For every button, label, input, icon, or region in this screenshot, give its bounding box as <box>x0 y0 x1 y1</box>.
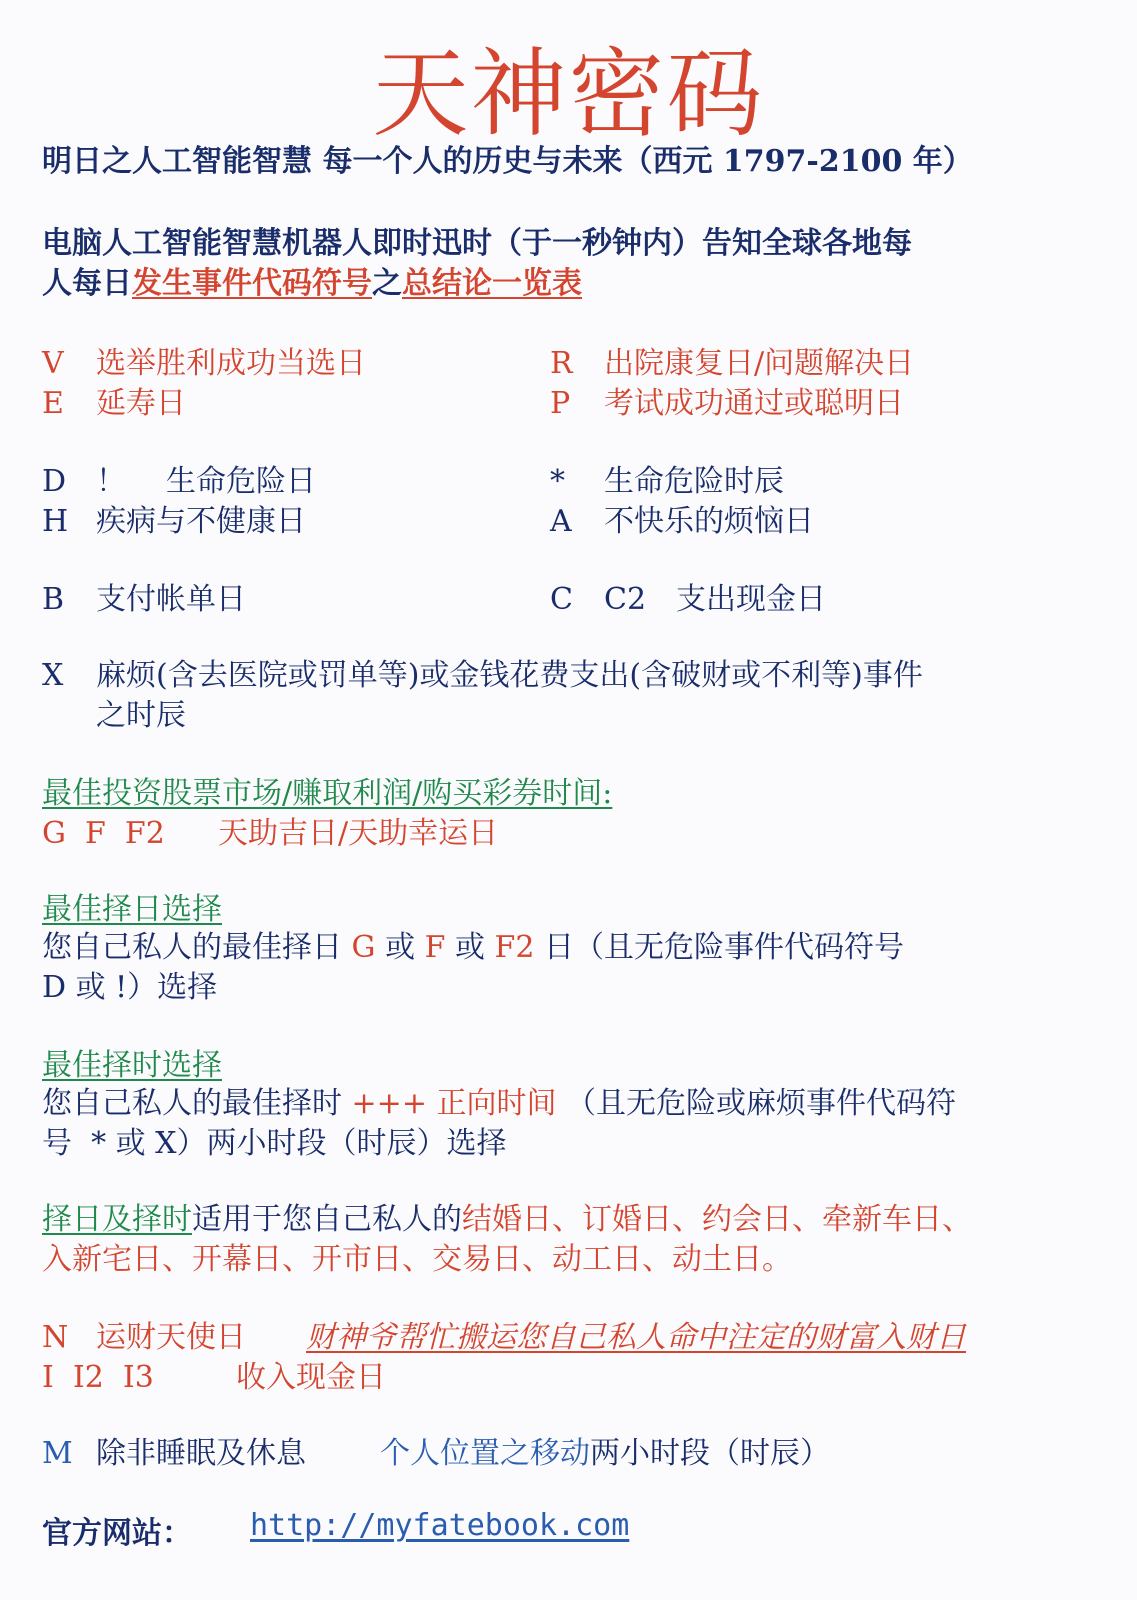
code-p: P <box>550 386 571 421</box>
best-day-or-2: 或 <box>454 930 485 965</box>
intro-summary-table: 总结论一览表 <box>402 266 582 301</box>
code-v: V <box>42 346 64 381</box>
code-e: E <box>42 386 64 421</box>
code-row-d <box>42 456 316 500</box>
website-link[interactable]: http://myfatebook.com <box>250 1508 630 1543</box>
code-b: B <box>42 582 65 617</box>
code-x: X <box>42 658 64 693</box>
code-star-text: 生命危险时辰 <box>604 464 784 499</box>
apply-events-1: 结婚日、订婚日、约会日、牵新车日、 <box>462 1202 972 1237</box>
code-a: A <box>550 504 572 539</box>
code-exclaim: ！ <box>96 464 126 499</box>
code-row-x <box>42 650 923 694</box>
move-text-2: 个人位置之移动 <box>380 1436 590 1471</box>
intro-event-codes: 发生事件代码符号 <box>132 266 372 301</box>
intro-line-2 <box>42 258 582 302</box>
code-p-text: 考试成功通过或聪明日 <box>604 386 904 421</box>
code-r-text: 出院康复日/问题解决日 <box>604 346 915 381</box>
subtitle: 明日之人工智能智慧 每一个人的历史与未来（西元 1797-2100 年） <box>42 144 973 179</box>
intro-mid: 之 <box>372 266 402 301</box>
code-row-star <box>550 456 784 500</box>
code-row-e <box>42 378 186 422</box>
page-title: 天神密码 <box>372 38 765 150</box>
code-b-text: 支付帐单日 <box>96 582 246 617</box>
apply-heading: 择日及择时 <box>42 1202 192 1237</box>
best-day-g: G <box>351 930 376 965</box>
best-day-heading: 最佳择日选择 <box>42 892 222 927</box>
code-e-text: 延寿日 <box>96 386 186 421</box>
move-text-3: 两小时段（时辰） <box>590 1436 830 1471</box>
best-time-heading: 最佳择时选择 <box>42 1048 222 1083</box>
best-day-f: F <box>424 930 446 965</box>
code-row-v <box>42 338 366 382</box>
code-row-r <box>550 338 914 382</box>
invest-text: 天助吉日/天助幸运日 <box>218 816 499 851</box>
best-time-text-a: 您自己私人的最佳择时 <box>42 1086 342 1121</box>
code-c-text: 支出现金日 <box>676 582 826 617</box>
code-i: I I2 I3 <box>42 1360 154 1395</box>
code-d-text: 生命危险日 <box>166 464 316 499</box>
best-day-line-1 <box>42 922 904 966</box>
code-h: H <box>42 504 69 539</box>
invest-heading: 最佳投资股票市场/赚取利润/购买彩券时间: <box>42 776 613 811</box>
code-star: * <box>550 464 565 499</box>
code-r: R <box>550 346 573 381</box>
apply-events-2: 入新宅日、开幕日、开市日、交易日、动工日、动土日。 <box>42 1242 792 1277</box>
best-day-or-1: 或 <box>385 930 416 965</box>
invest-codes: G F F2 <box>42 816 165 851</box>
code-row-b <box>42 574 246 618</box>
best-day-text-a: 您自己私人的最佳择日 <box>42 930 342 965</box>
best-day-text-b: 日（且无危险事件代码符号 <box>543 930 904 965</box>
best-day-line-2: D 或 !）选择 <box>42 970 218 1005</box>
intro-prefix: 人每日 <box>42 266 132 301</box>
code-n: N <box>42 1320 69 1355</box>
income-row-i <box>42 1352 386 1396</box>
best-time-line-2: 号 * 或 X）两小时段（时辰）选择 <box>42 1126 507 1161</box>
move-text-1: 除非睡眠及休息 <box>96 1436 306 1471</box>
website-label: 官方网站： <box>42 1516 192 1551</box>
code-v-text: 选举胜利成功当选日 <box>96 346 366 381</box>
code-row-p <box>550 378 904 422</box>
best-time-text-b: （且无危险或麻烦事件代码符 <box>566 1086 957 1121</box>
income-row-n <box>42 1312 966 1356</box>
code-c: C <box>550 582 573 617</box>
code-a-text: 不快乐的烦恼日 <box>604 504 814 539</box>
code-c2: C2 <box>604 582 647 617</box>
best-time-line-1 <box>42 1078 956 1122</box>
apply-line-1 <box>42 1194 972 1238</box>
code-row-h <box>42 496 306 540</box>
code-row-a <box>550 496 814 540</box>
code-row-c <box>550 574 826 618</box>
code-n-text: 运财天使日 <box>96 1320 246 1355</box>
apply-mid: 适用于您自己私人的 <box>192 1202 462 1237</box>
code-m: M <box>42 1436 73 1471</box>
intro-line-1: 电脑人工智能智慧机器人即时迅时（于一秒钟内）告知全球各地每 <box>42 226 912 261</box>
code-x-text-2: 之时辰 <box>96 698 186 733</box>
move-row <box>42 1428 830 1472</box>
best-time-positive: +++ 正向时间 <box>351 1086 557 1121</box>
best-day-f2: F2 <box>494 930 535 965</box>
invest-row <box>42 808 498 852</box>
code-h-text: 疾病与不健康日 <box>96 504 306 539</box>
code-x-text-1: 麻烦(含去医院或罚单等)或金钱花费支出(含破财或不利等)事件 <box>96 658 923 693</box>
code-i-text: 收入现金日 <box>236 1360 386 1395</box>
code-d: D <box>42 464 67 499</box>
code-n-note: 财神爷帮忙搬运您自己私人命中注定的财富入财日 <box>306 1320 966 1355</box>
